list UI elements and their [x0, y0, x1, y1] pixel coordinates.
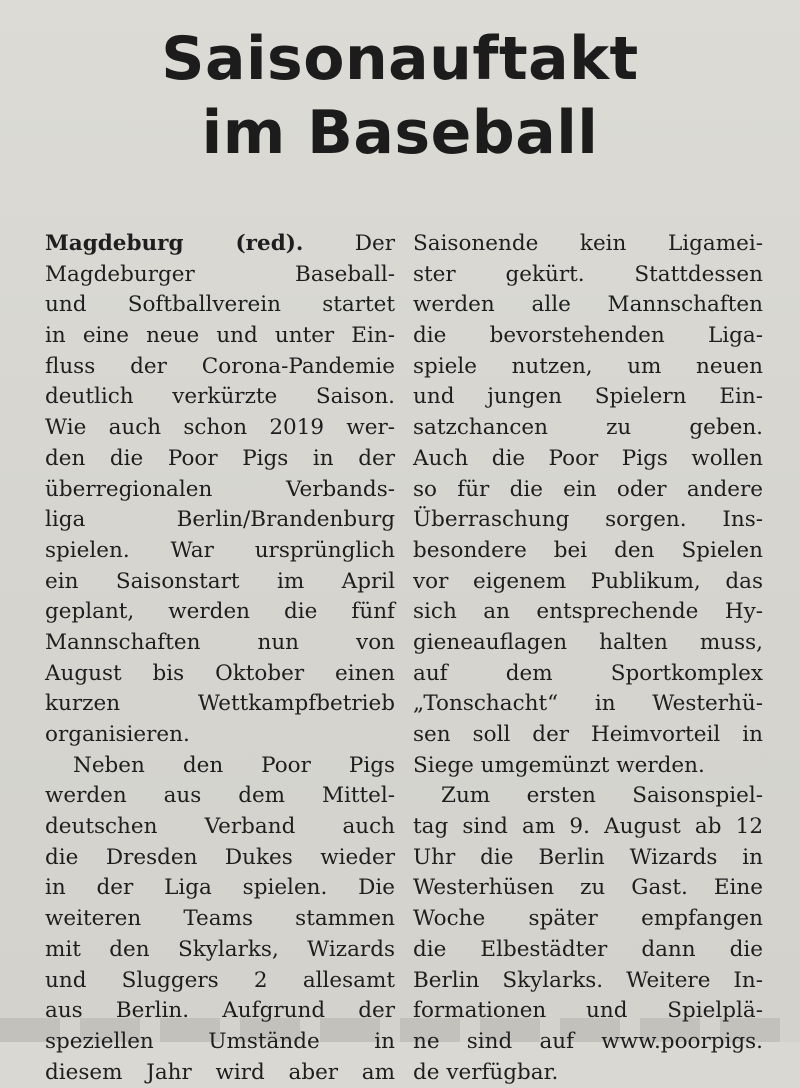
- text-line: sen soll der Heimvorteil in: [413, 722, 763, 747]
- text-line: gieneauflagen halten muss,: [413, 629, 763, 655]
- text-line: kurzen Wettkampfbetrieb: [45, 691, 395, 717]
- text-line: in eine neue und unter Ein-: [45, 323, 395, 349]
- text-line: formationen und Spielplä-: [413, 998, 763, 1024]
- text-line: sich an entsprechende Hy-: [413, 599, 763, 625]
- article-column-right: [413, 229, 763, 1088]
- text-line: ne sind auf www.poorpigs.: [413, 1028, 763, 1054]
- text-line: spielen. War ursprünglich: [45, 537, 395, 563]
- text-line: liga Berlin/Brandenburg: [45, 507, 395, 533]
- text-line: speziellen Umstände in: [45, 1028, 395, 1054]
- text-line: tag sind am 9. August ab 12: [413, 814, 763, 840]
- text-line: die Dresden Dukes wieder: [45, 844, 395, 870]
- text-line: deutschen Verband auch: [45, 814, 395, 840]
- text-line: vor eigenem Publikum, das: [413, 568, 763, 594]
- text-line: auf dem Sportkomplex: [413, 660, 763, 686]
- text-line: spiele nutzen, um neuen: [413, 353, 763, 379]
- text-line: Uhr die Berlin Wizards in: [413, 844, 763, 870]
- text-line: den die Poor Pigs in der: [45, 445, 395, 471]
- text-line: Westerhüsen zu Gast. Eine: [413, 875, 763, 901]
- text-line: Siege umgemünzt werden.: [413, 752, 705, 778]
- text-line: [45, 229, 395, 260]
- text-line: organisieren.: [45, 722, 190, 747]
- text-line: Neben den Poor Pigs: [73, 752, 395, 778]
- text-line: Auch die Poor Pigs wollen: [413, 445, 763, 471]
- text-line: werden alle Mannschaften: [413, 292, 763, 318]
- text-line: weiteren Teams stammen: [45, 906, 395, 932]
- text-line: überregionalen Verbands-: [45, 476, 395, 502]
- text-line: diesem Jahr wird aber am: [45, 1059, 395, 1085]
- text-line: geplant, werden die fünf: [45, 599, 395, 625]
- text-line: die bevorstehenden Liga-: [413, 323, 763, 349]
- text-line: aus Berlin. Aufgrund der: [45, 998, 395, 1024]
- text-line: und Sluggers 2 allesamt: [45, 967, 395, 993]
- text-line: die Elbestädter dann die: [413, 936, 763, 962]
- article-dateline: Magdeburg (red).: [45, 231, 304, 256]
- text-line: deutlich verkürzte Saison.: [45, 384, 395, 410]
- text-line: in der Liga spielen. Die: [45, 875, 395, 901]
- text-line: mit den Skylarks, Wizards: [45, 936, 395, 962]
- text-line: Saisonende kein Ligamei-: [413, 231, 763, 256]
- text-line: August bis Oktober einen: [45, 660, 395, 686]
- text-line: besondere bei den Spielen: [413, 537, 763, 563]
- text-line: Mannschaften nun von: [45, 629, 395, 655]
- headline-line-1: Saisonauftakt: [161, 24, 639, 94]
- text-line: ster gekürt. Stattdessen: [413, 261, 763, 287]
- text-line: und jungen Spielern Ein-: [413, 384, 763, 410]
- text-line: de verfügbar.: [413, 1059, 559, 1085]
- text-line: Berlin Skylarks. Weitere In-: [413, 967, 763, 993]
- text-line: Magdeburger Baseball-: [45, 261, 395, 287]
- text-line: fluss der Corona-Pandemie: [45, 353, 395, 379]
- headline-line-2: im Baseball: [201, 98, 599, 168]
- text-line: so für die ein oder andere: [413, 476, 763, 502]
- text-line: Zum ersten Saisonspiel-: [441, 783, 763, 809]
- text-line: „Tonschacht“ in Westerhü-: [413, 691, 763, 717]
- text-line: Überraschung sorgen. Ins-: [413, 507, 763, 533]
- text-line: werden aus dem Mittel-: [45, 783, 395, 809]
- text-line: Woche später empfangen: [413, 906, 763, 932]
- text-line: ein Saisonstart im April: [45, 568, 395, 594]
- text-line: Wie auch schon 2019 wer-: [45, 415, 395, 441]
- text-line: satzchancen zu geben.: [413, 415, 763, 441]
- article-headline: [0, 22, 800, 170]
- article-column-left: [45, 229, 395, 1088]
- text-line-content: Der: [354, 231, 395, 256]
- text-line: und Softballverein startet: [45, 292, 395, 318]
